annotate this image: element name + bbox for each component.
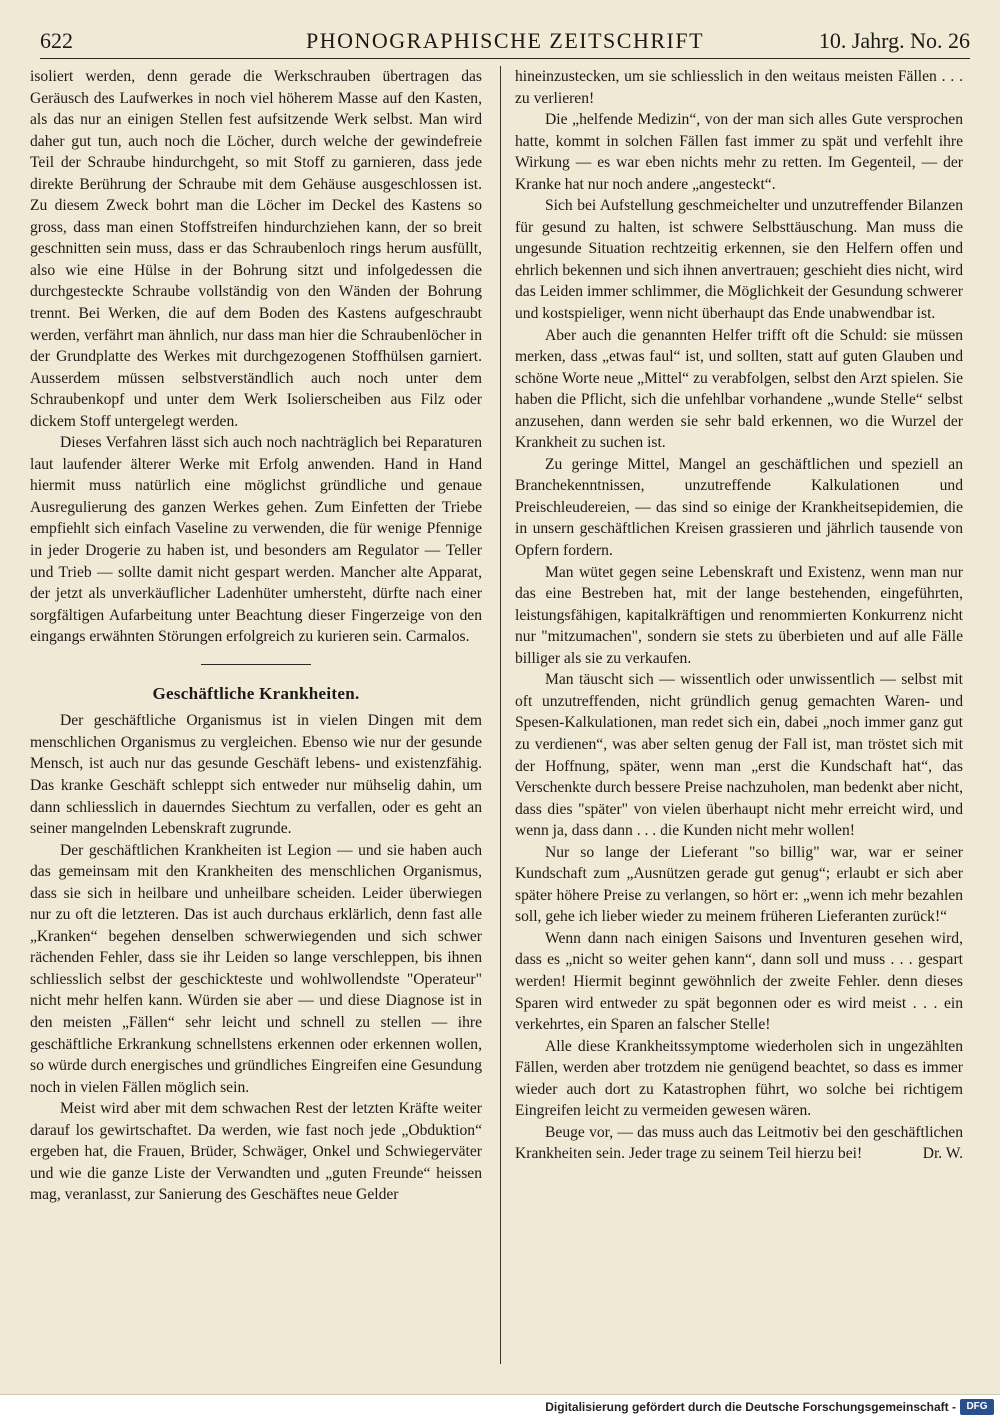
page-header	[40, 22, 970, 59]
paragraph: hineinzustecken, um sie schliesslich in den weitaus meisten Fällen . . . zu verlieren!	[515, 68, 963, 107]
right-column	[515, 66, 963, 1165]
footer-credit: Digitalisierung gefördert durch die Deutsche Forschungsgemeinschaft -	[545, 1400, 956, 1414]
paragraph: Sich bei Aufstellung geschmeichelter und unzutreffender Bilanzen für gesund zu halten, ist schwere Selbsttäuschung. Man muss die ungesunde Situation rechtzeitig erkennen, sie den Helfern offen und ehrlich bekennen und sich ihnen anvertrauen; geschieht dies nicht, wird das Leiden immer schlimmer, die Möglichkeit der Gesundung schwerer und kostspieliger, wenn nicht überhaupt das Ende unabwendbar ist.	[515, 197, 963, 323]
paragraph-text: Beuge vor, — das muss auch das Leitmotiv bei den geschäftlichen Krankheiten sein. Jeder trage zu seinem Teil hierzu bei!	[515, 1123, 963, 1163]
dfg-logo-icon: DFG	[960, 1399, 994, 1415]
issue-info: 10. Jahrg. No. 26	[818, 28, 970, 53]
journal-title: PHONOGRAPHISCHE ZEITSCHRIFT	[305, 28, 705, 53]
paragraph: Der geschäftlichen Krankheiten ist Legion — und sie haben auch das gemeinsam mit den Krankheiten des menschlichen Organismus, dass sie sich in heilbare und unheilbare scheiden. Leider überwiegen nur zu oft die letzteren. Das ist auch durchaus erklärlich, denn fast alle „Kranken“ begehen denselben schwerwiegenden und sich schwer rächenden Fehler, dass sie ihr Leiden so lange verschleppen, bis ihnen schliesslich selbst der geschickteste und wohlwollendste "Operateur" nicht mehr helfen kann. Würden sie aber — und diese Diagnose ist in den meisten „Fällen“ sehr leicht und schnell zu stellen — ihre geschäftliche Erkrankung schnellstens erkennen oder erkennen wollen, so würde durch energisches und gründliches Eingreifen eine Gesundung noch in vielen Fällen möglich sein.	[30, 841, 482, 1096]
paragraph: isoliert werden, denn gerade die Werkschrauben übertragen das Geräusch des Laufwerkes in noch viel höherem Masse auf den Kasten, als das nur an einigen Stellen fest aufsitzende Werk selbst. Man wird daher gut tun, auch noch die Löcher, durch welche der gewindefreie Teil der Schraube hindurchgeht, so mit Stoff zu garnieren, dass jede direkte Berührung der Schraube mit dem Gehäuse ausgeschlossen ist. Zu diesem Zweck bohrt man die Löcher im Deckel des Kastens so gross, dass man einen Stoffstreifen hindurchziehen kann, der so breit geschnitten sein muss, dass er das Schraubenloch rings herum ausfüllt, also wie eine Hülse in der Bohrung sitzt und infolgedessen die durchgesteckte Schraube vollständig von den Wänden der Bohrung trennt. Bei Werken, die auf dem Boden des Kastens aufgeschraubt werden, verfährt man ähnlich, nur dass man hier die Schraubenlöcher in der Grundplatte des Werkes mit durchgezogenen Stoffhülsen garniert. Ausserdem müssen selbstverständlich auch noch unter dem Schraubenkopf und unter dem Werk Isolierscheiben aus Filz oder dickem Stoff untergelegt werden.	[30, 68, 482, 430]
paragraph: Wenn dann nach einigen Saisons und Inventuren gesehen wird, dass es „nicht so weiter gehen kann“, dann soll und muss . . . gespart werden! Hiermit beginnt gewöhnlich der zweite Fehler. denn dieses Sparen wird entweder zu spät begonnen oder es wird meist . . . ein verkehrtes, ein Sparen an falscher Stelle!	[515, 929, 963, 1034]
paragraph: Aber auch die genannten Helfer trifft oft die Schuld: sie müssen merken, dass „etwas faul“ ist, und sollten, statt auf guten Glauben und schöne Worte neue „Mittel“ zu verabfolgen, selbst den Arzt spielen. Sie haben die Pflicht, sich die unfehlbar vorhandene „wunde Stelle“ selbst anzusehen, dann werden sie sehr bald erkennen, wo die Wurzel der Krankheit zu suchen ist.	[515, 326, 963, 452]
author-signature: Dr. W.	[922, 1145, 963, 1163]
column-divider	[500, 66, 501, 1364]
left-column	[30, 66, 482, 1206]
paragraph: Dieses Verfahren lässt sich auch noch nachträglich bei Reparaturen laut laufender älterer Werke mit Erfolg anwenden. Hand in Hand hiermit muss natürlich eine möglichst gründliche und genaue Ausregulierung des ganzen Werkes gehen. Zum Einfetten der Triebe empfiehlt sich einfach Vaseline zu verwenden, die für wenige Pfennige in jeder Drogerie zu haben ist, und besonders am Regulator — Teller und Trieb — sollte damit nicht gespart werden. Mancher alte Apparat, der jetzt als unverkäuflicher Ladenhüter umhersteht, dürfte nach einer sorgfältigen Aufarbeitung unter Beachtung dieser Fingerzeige von den eingangs erwähnten Störungen erfolgreich zu kurieren sein. Carmalos.	[30, 434, 482, 646]
section-divider	[201, 664, 311, 665]
paragraph: Meist wird aber mit dem schwachen Rest der letzten Kräfte weiter darauf los gewirtschaftet. Da werden, wie fast noch jede „Obduktion“ ergeben hat, die Frauen, Brüder, Schwäger, Onkel und Schwiegerväter und wie die ganze Liste der Verwandten und „guten Freunde“ heissen mag, veranlasst, zur Sanierung des Geschäftes neue Gelder	[30, 1100, 482, 1204]
paragraph: Zu geringe Mittel, Mangel an geschäftlichen und speziell an Branchekenntnissen, unzutreffende Kalkulationen und Preischleudereien, — das sind so einige der Krankheitsepidemien, die in unsern geschäftlichen Kreisen grassieren und jährlich tausende von Opfern fordern.	[515, 455, 963, 560]
paragraph: Die „helfende Medizin“, von der man sich alles Gute versprochen hatte, kommt in solchen Fällen fast immer zu spät und verfehlt ihre Wirkung — es war eben nichts mehr zu retten. Im Gegenteil, — der Kranke hat nur noch andere „angesteckt“.	[515, 111, 963, 193]
paragraph: Alle diese Krankheitssymptome wiederholen sich in ungezählten Fällen, werden aber trotzdem nie genügend beachtet, so dass es immer wieder auch dort zu Katastrophen führt, wo solche bei richtigem Eingreifen leicht zu vermeiden gewesen wären.	[515, 1037, 963, 1120]
paragraph: Nur so lange der Lieferant "so billig" war, war er seiner Kundschaft zum „Ausnützen gerade gut genug“; erlaubt er sich aber später höhere Preise zu verlangen, so hört er: „wenn ich mehr bezahlen soll, gehe ich lieber wieder zu meinem früheren Lieferanten zurück!“	[515, 843, 963, 926]
paragraph: Der geschäftliche Organismus ist in vielen Dingen mit dem menschlichen Organismus zu vergleichen. Ebenso wie nur der gesunde Mensch, ist auch nur das gesunde Geschäft lebens- und existenzfähig. Das kranke Geschäft schleppt sich entweder nur mühselig dahin, um dann schliesslich in dauerndes Siechtum zu verfallen, oder es geht an seiner mangelnden Lebenskraft zugrunde.	[30, 712, 482, 838]
digitization-footer	[0, 1394, 1000, 1420]
paragraph: Man täuscht sich — wissentlich oder unwissentlich — selbst mit oft unzutreffenden, nicht gründlich genug gemachten Waren- und Spesen-Kalkulationen, man redet sich ein, dabei „noch immer ganz gut zu verdienen“, was aber selten genug der Fall ist, man tröstet sich mit der Hoffnung, später, wenn man „erst die Kundschaft hat“, das Verschenkte durch bessere Preise nachzuholen, man bedenkt aber nicht, dass dies "später" von vielen überhaupt nicht mehr erreicht wird, und wenn ja, dass dann . . . die Kunden nicht mehr wollen!	[515, 671, 963, 840]
article-heading: Geschäftliche Krankheiten.	[152, 683, 360, 703]
page-number: 622	[40, 28, 73, 53]
paragraph: Man wütet gegen seine Lebenskraft und Existenz, wenn man nur das eine Bestreben hat, mit der lange bestehenden, eingeführten, leistungsfähigen, kapitalkräftigen und renommierten Konkurrenz nicht nur "mitzumachen", sondern sie stets zu überbieten und auf alle Fälle billiger als sie zu verkaufen.	[515, 563, 963, 667]
closing-paragraph	[515, 1122, 963, 1165]
